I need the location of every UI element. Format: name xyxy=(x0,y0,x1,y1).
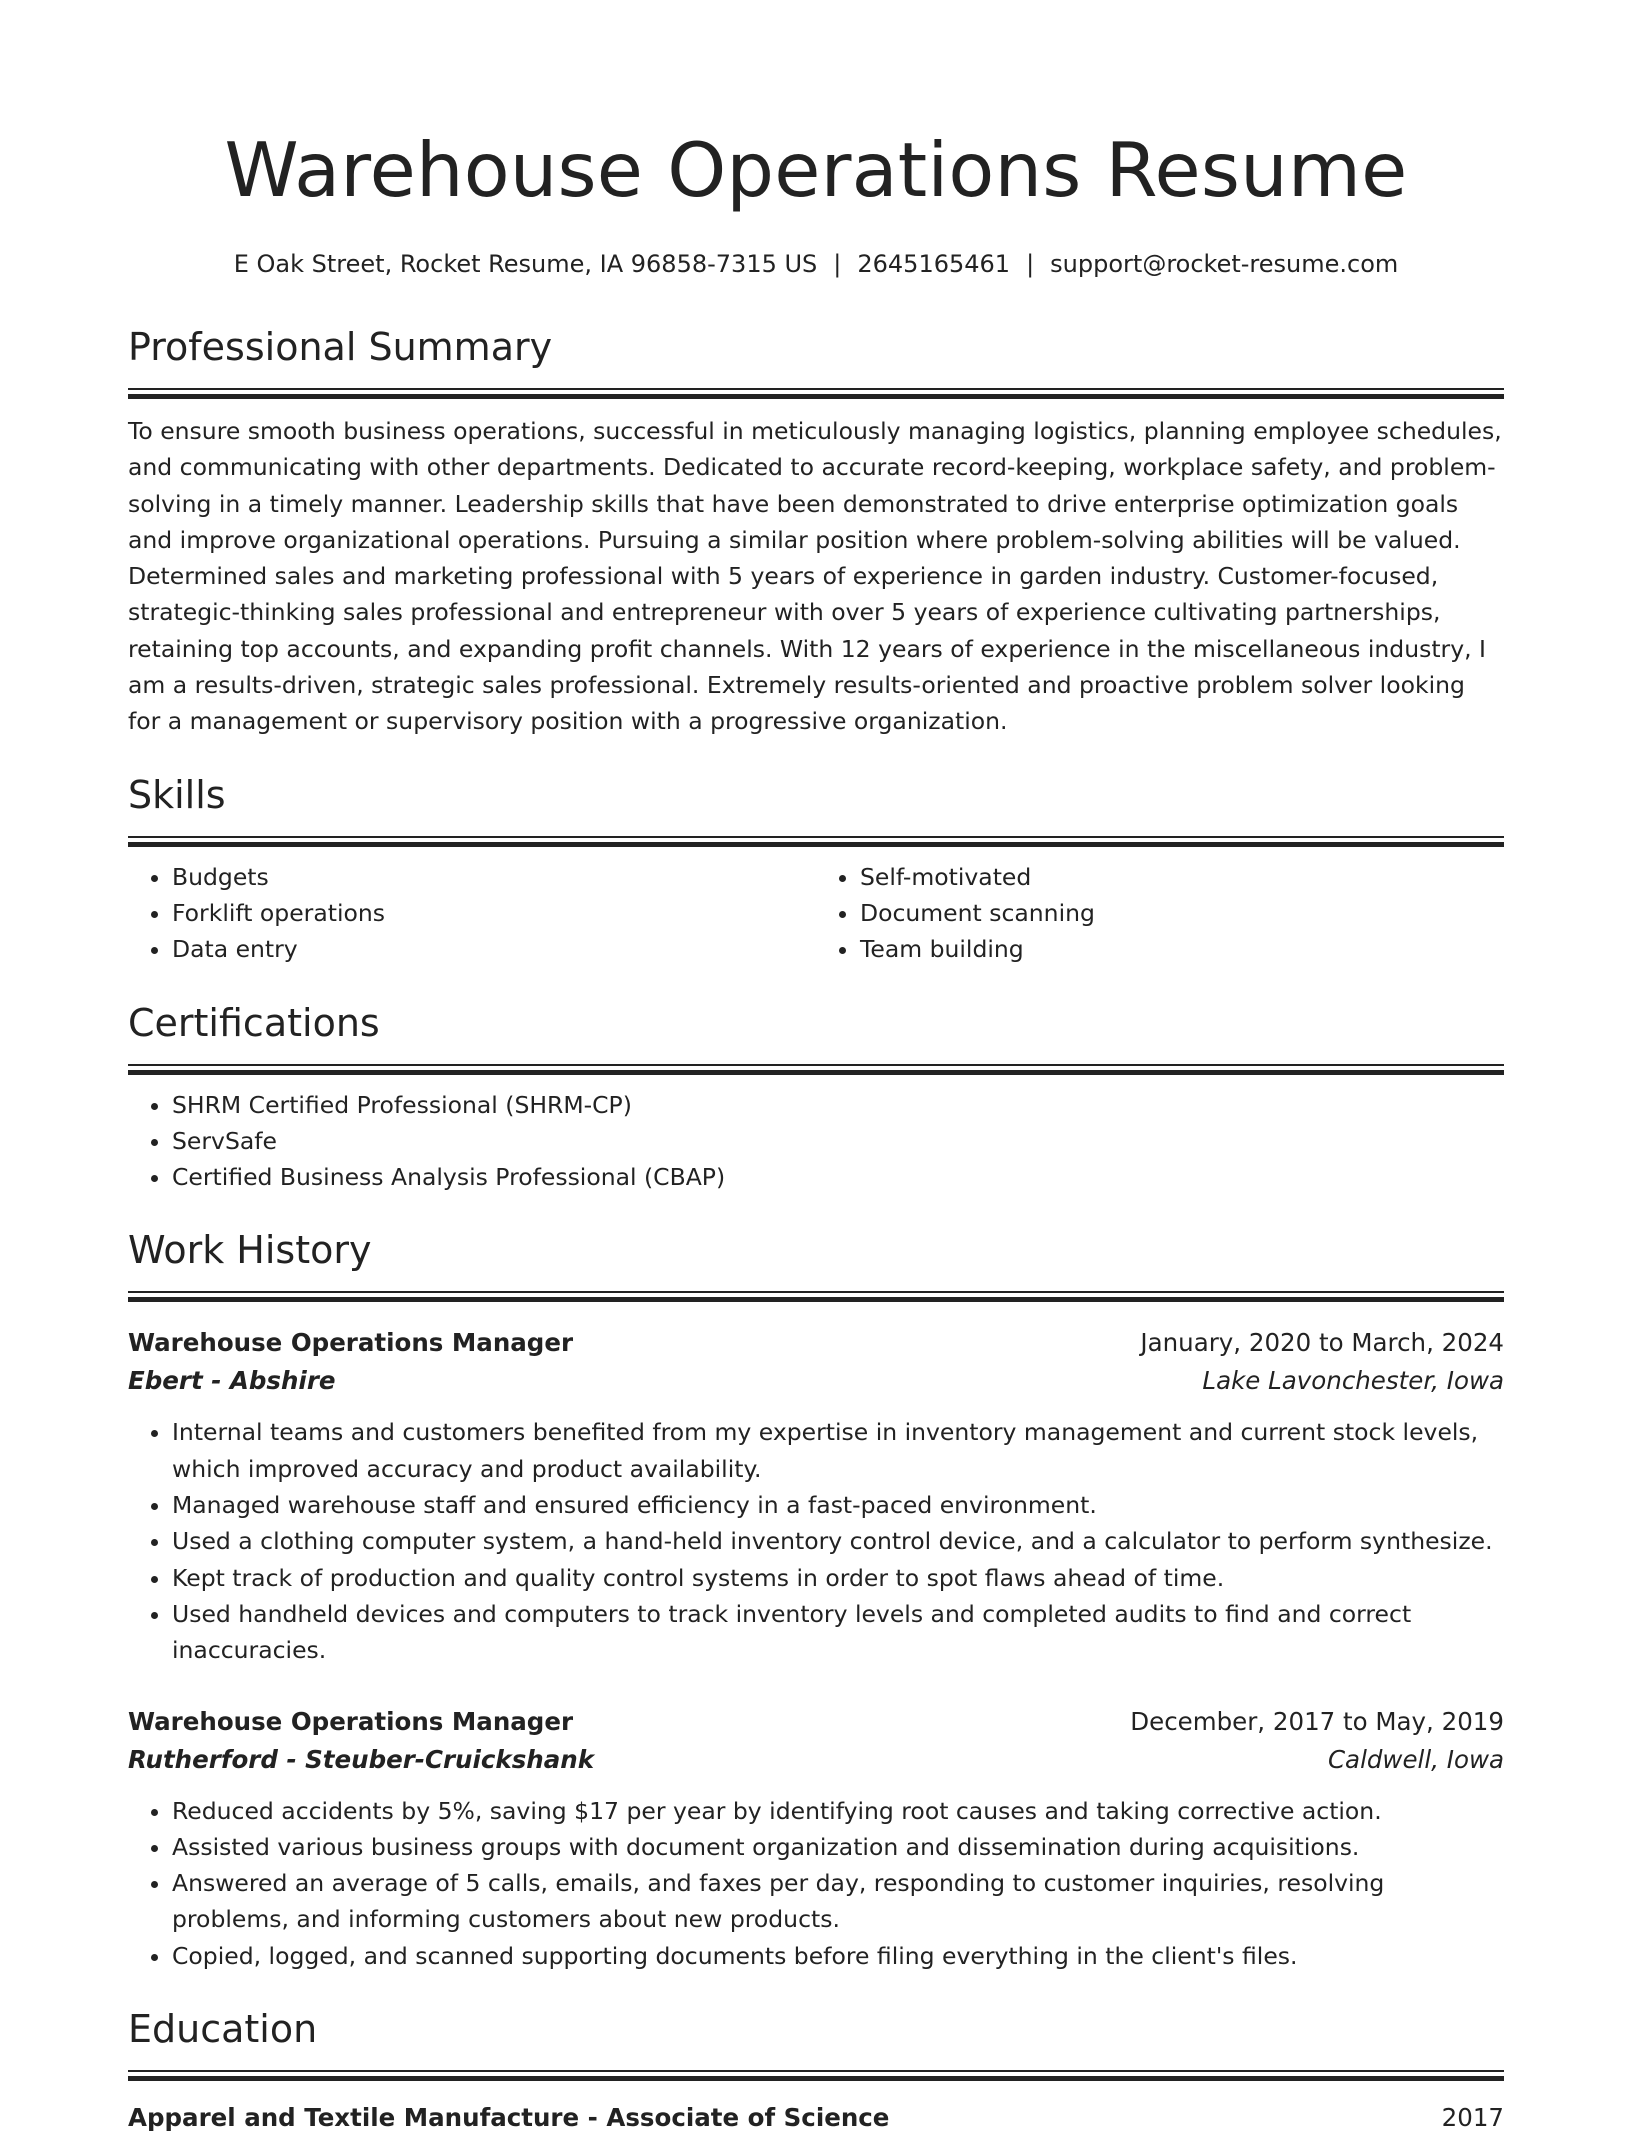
skills-list-left xyxy=(128,859,816,968)
section-heading-work-history: Work History xyxy=(128,1228,372,1273)
skill-item: • Data entry xyxy=(172,931,816,967)
job-dates: January, 2020 to March, 2024 xyxy=(1140,1328,1504,1358)
education-year: 2017 xyxy=(1441,2103,1504,2133)
contact-separator: | xyxy=(833,250,842,278)
job-bullet: • Copied, logged, and scanned supporting documents before filing everything in the client's files. xyxy=(172,1938,1504,1974)
certification-item: • SHRM Certified Professional (SHRM-CP) xyxy=(172,1087,1504,1123)
section-divider xyxy=(128,2070,1504,2081)
job-header-row xyxy=(128,1324,1504,1362)
skills-grid xyxy=(128,847,1504,968)
job-bullets xyxy=(128,1793,1504,1974)
section-divider xyxy=(128,836,1504,847)
job-bullet: • Reduced accidents by 5%, saving $17 per year by identifying root causes and taking corrective action. xyxy=(172,1793,1504,1829)
job-company: Rutherford - Steuber-Cruickshank xyxy=(128,1744,594,1774)
skills-list-right xyxy=(816,859,1504,968)
job-location: Caldwell, Iowa xyxy=(1327,1744,1504,1774)
section-heading-certifications: Certifications xyxy=(128,1000,380,1045)
contact-separator: | xyxy=(1026,250,1035,278)
certification-item: • Certified Business Analysis Professional (CBAP) xyxy=(172,1159,1504,1195)
education-degree: Apparel and Textile Manufacture - Associate of Science xyxy=(128,2103,890,2133)
contact-email: support@rocket-resume.com xyxy=(1050,250,1399,278)
job-bullet: • Used handheld devices and computers to track inventory levels and completed audits to find and correct inaccuracies. xyxy=(172,1596,1504,1669)
job-company: Ebert - Abshire xyxy=(128,1366,336,1396)
job-bullet: • Internal teams and customers benefited from my expertise in inventory management and current stock levels, which improved accuracy and product availability. xyxy=(172,1414,1504,1487)
section-heading-education: Education xyxy=(128,2007,318,2052)
education-section xyxy=(128,2004,1504,2137)
section-heading-skills: Skills xyxy=(128,772,226,817)
job-company-row xyxy=(128,1362,1504,1400)
job-location: Lake Lavonchester, Iowa xyxy=(1202,1366,1504,1396)
job-bullet: • Managed warehouse staff and ensured efficiency in a fast-paced environment. xyxy=(172,1487,1504,1523)
work-history-section xyxy=(128,1225,1504,1974)
summary-text: To ensure smooth business operations, successful in meticulously managing logistics, planning employee schedules, and communicating with other departments. Dedicated to accurate record-keeping, workplace safety, and problem-solving in a timely manner. Leadership skills that have been demonstrated to drive enterprise optimization goals and improve organizational operations. Pursuing a similar position where problem-solving abilities will be valued. Determined sales and marketing professional with 5 years of experience in garden industry. Customer-focused, strategic-thinking sales professional and entrepreneur with over 5 years of experience cultivating partnerships, retaining top accounts, and expanding profit channels. With 12 years of experience in the miscellaneous industry, I am a results-driven, strategic sales professional. Extremely results-oriented and proactive problem solver looking for a management or supervisory position with a progressive organization. xyxy=(128,417,1502,736)
certifications-list xyxy=(128,1087,1504,1196)
skill-item: • Self-motivated xyxy=(860,859,1504,895)
job-dates: December, 2017 to May, 2019 xyxy=(1130,1706,1504,1736)
skill-item: • Team building xyxy=(860,931,1504,967)
job-bullets xyxy=(128,1414,1504,1668)
contact-phone: 2645165461 xyxy=(857,250,1011,278)
job-entry xyxy=(128,1703,1504,1974)
job-title: Warehouse Operations Manager xyxy=(128,1706,574,1736)
certification-item: • ServSafe xyxy=(172,1123,1504,1159)
skill-item: • Forklift operations xyxy=(172,895,816,931)
certifications-section xyxy=(128,998,1504,1196)
contact-address: E Oak Street, Rocket Resume, IA 96858-7315 US xyxy=(233,250,818,278)
section-divider xyxy=(128,1064,1504,1075)
job-company-row xyxy=(128,1741,1504,1779)
job-header-row xyxy=(128,1703,1504,1741)
job-title: Warehouse Operations Manager xyxy=(128,1328,574,1358)
job-bullet: • Assisted various business groups with document organization and dissemination during acquisitions. xyxy=(172,1829,1504,1865)
skills-section xyxy=(128,770,1504,968)
job-bullet: • Kept track of production and quality control systems in order to spot flaws ahead of time. xyxy=(172,1560,1504,1596)
section-divider xyxy=(128,1291,1504,1302)
skill-item: • Budgets xyxy=(172,859,816,895)
section-heading-summary: Professional Summary xyxy=(128,325,553,369)
skill-item: • Document scanning xyxy=(860,895,1504,931)
resume-title: Warehouse Operations Resume xyxy=(224,126,1408,214)
section-divider xyxy=(128,388,1504,399)
job-bullet: • Answered an average of 5 calls, emails, and faxes per day, responding to customer inquiries, resolving problems, and informing customers about new products. xyxy=(172,1865,1504,1938)
education-entry xyxy=(128,2099,1504,2137)
job-entry xyxy=(128,1324,1504,1668)
summary-section xyxy=(128,322,1504,740)
job-bullet: • Used a clothing computer system, a hand-held inventory control device, and a calculator to perform synthesize. xyxy=(172,1523,1504,1559)
contact-line xyxy=(128,246,1504,282)
